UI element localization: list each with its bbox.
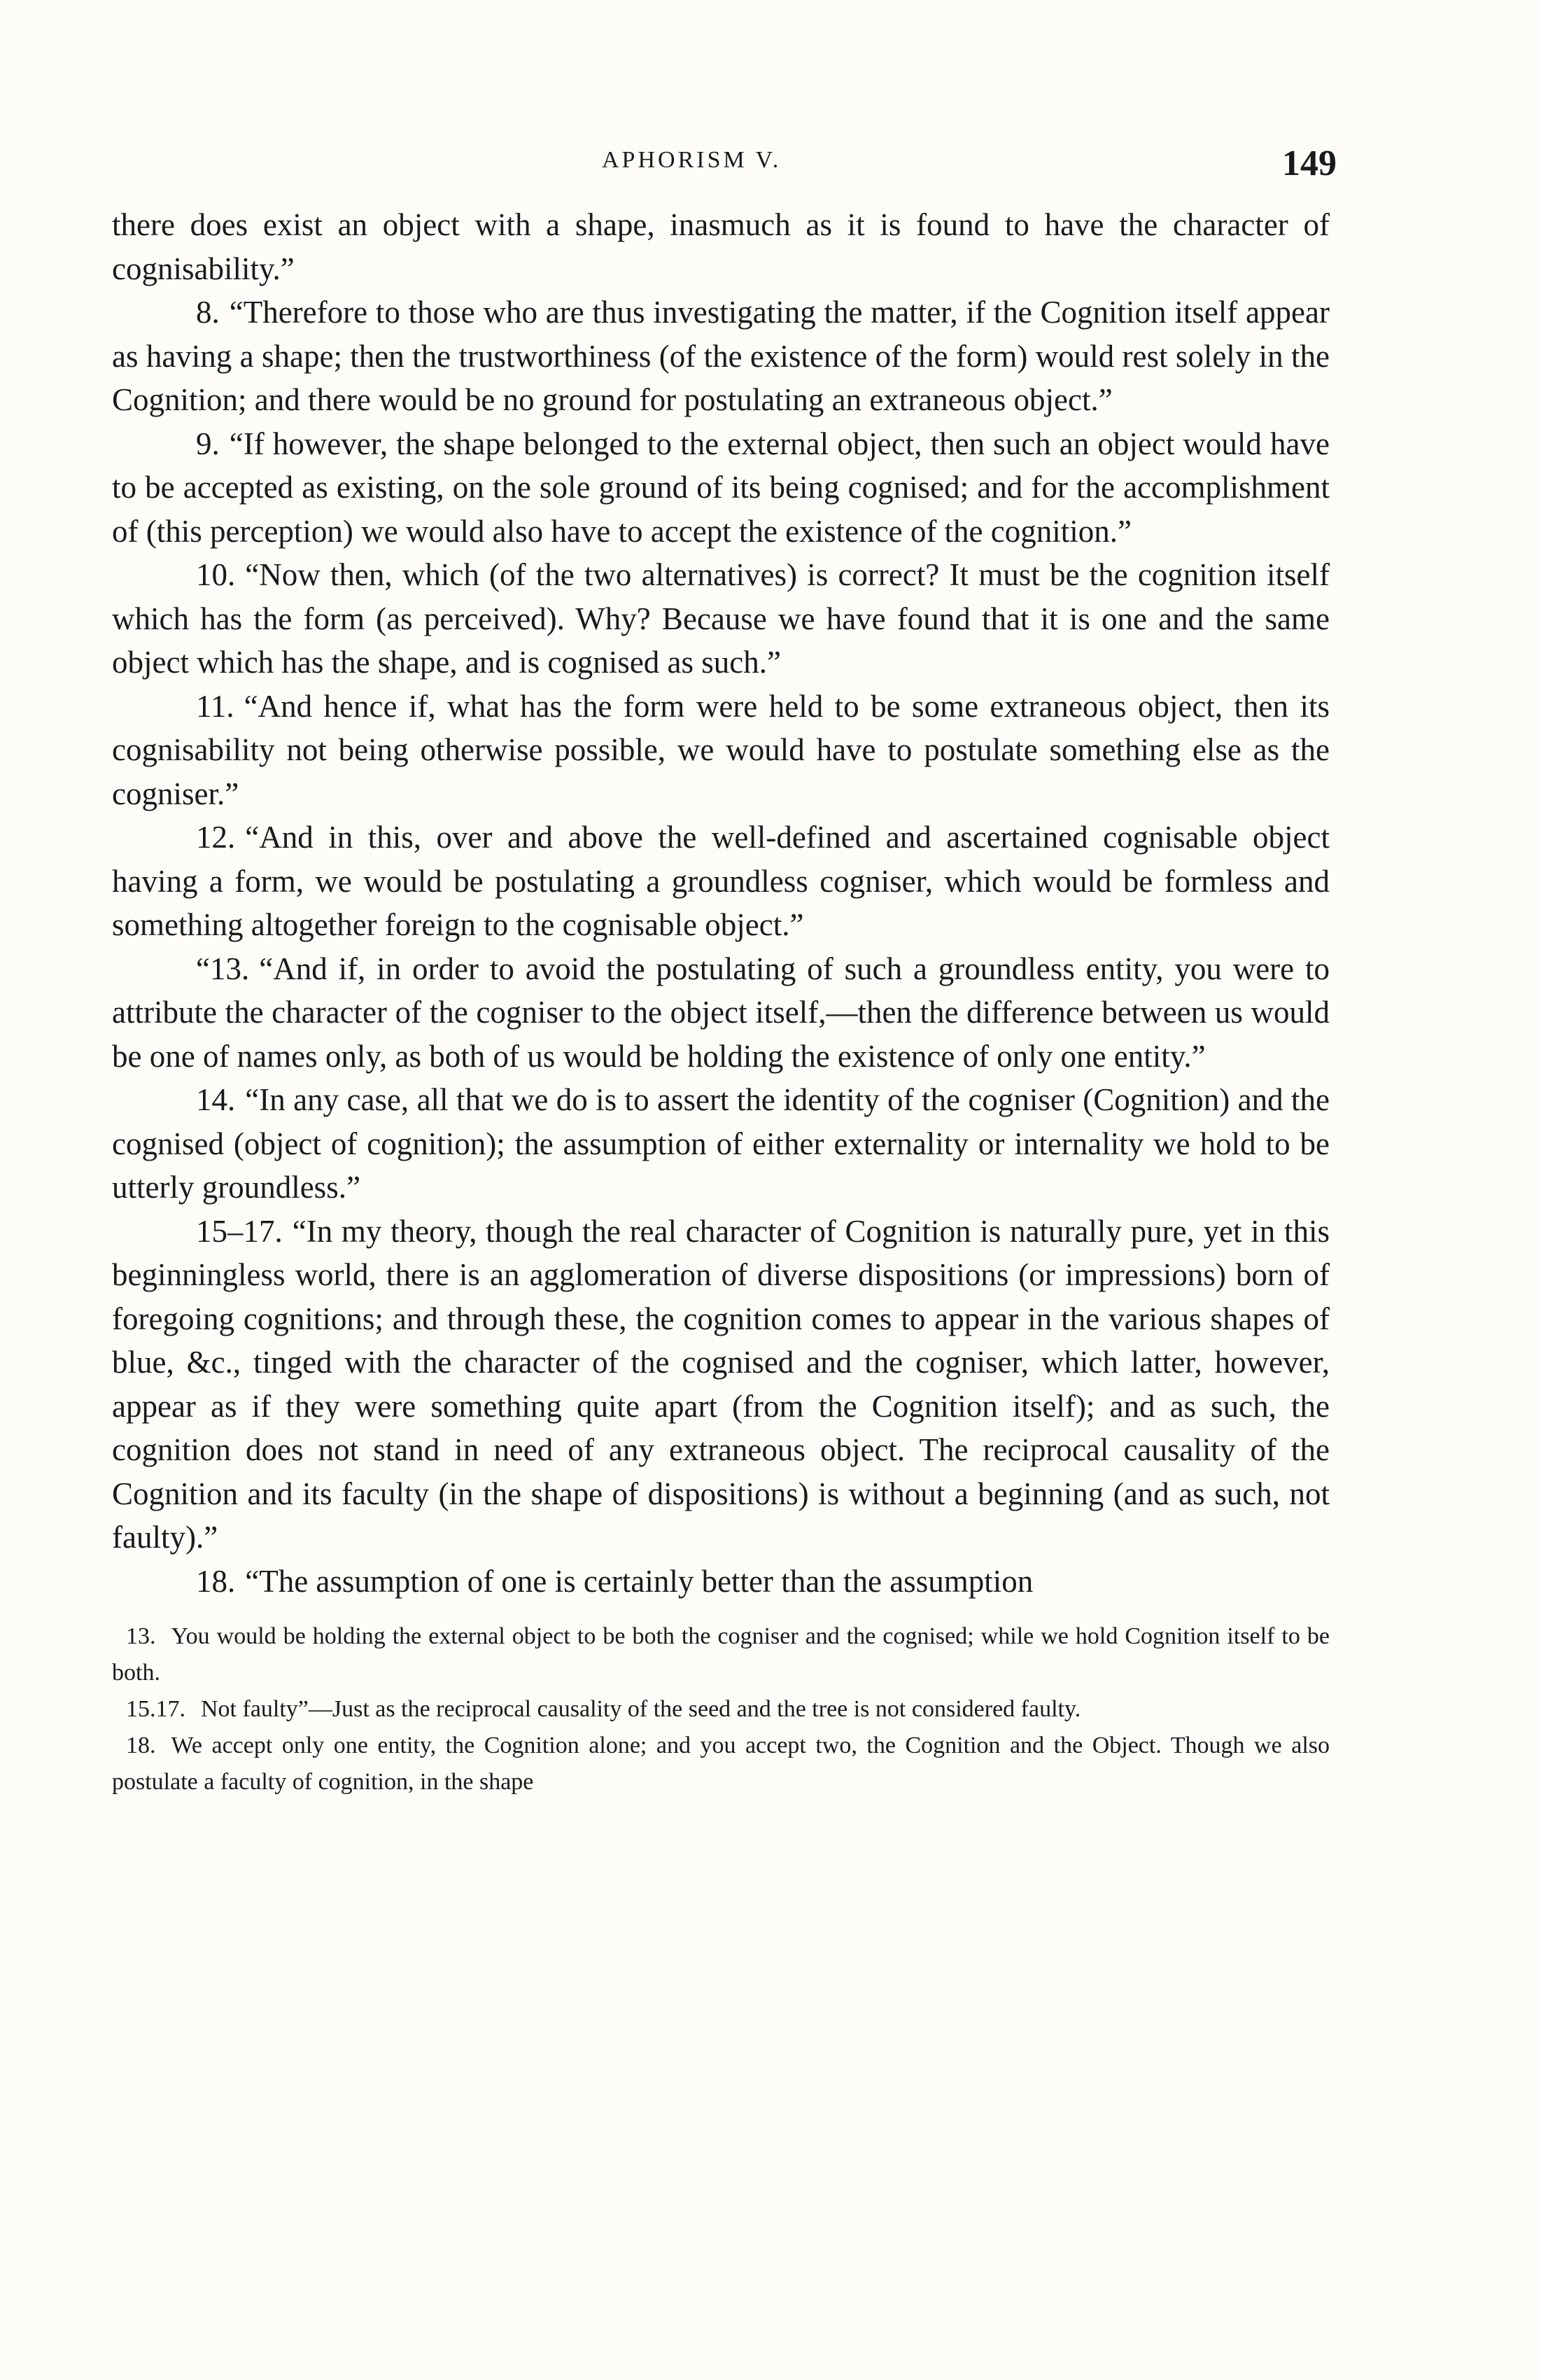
paragraph-14: 14. “In any case, all that we do is to assert the identity of the cogniser (Cognition) and the cognised (object of cognition); the assumption of either externality or internality we hold to be utterly groundless.” xyxy=(112,1082,1330,1205)
paragraph-number: 12. xyxy=(196,820,236,855)
paragraph-8: 8. “Therefore to those who are thus investigating the matter, if the Cognition itself appear as having a shape; then the trustworthiness (of the existence of the form) would rest solely in the Cognition; and there would be no ground for postulating an extraneous object.” xyxy=(112,295,1330,417)
footnote-number: 13. xyxy=(126,1623,156,1649)
page-number: 149 xyxy=(1282,144,1337,183)
paragraph-number: 9. xyxy=(196,426,220,461)
footnote: 13. You would be holding the external object to be both the cogniser and the cognised; while we hold Cognition itself to be both. xyxy=(112,1623,1330,1686)
paragraph-number: 8. xyxy=(196,295,220,330)
footnotes xyxy=(112,1618,1330,1800)
footnote-number: 18. xyxy=(126,1732,156,1758)
paragraph-9: 9. “If however, the shape belonged to the external object, then such an object would have to be accepted as existing, on the sole ground of its being cognised; and for the accomplishment of (this perception) we would also have to accept the existence of the cognition.” xyxy=(112,426,1330,549)
running-head: APHORISM V. xyxy=(602,147,782,173)
paragraph-continued: there does exist an object with a shape, inasmuch as it is found to have the character of cognisability.” xyxy=(112,207,1330,286)
paragraph-number: 14. xyxy=(196,1082,236,1117)
main-text xyxy=(112,203,1330,1603)
paragraph-10: 10. “Now then, which (of the two alternatives) is correct? It must be the cognition itself which has the form (as perceived). Why? Because we have found that it is one and the same object which has the shape, and is cognised as such.” xyxy=(112,557,1330,680)
page xyxy=(112,144,1337,1800)
paragraph-number: 18. xyxy=(196,1563,236,1599)
footnote: 18. We accept only one entity, the Cognition alone; and you accept two, the Cognition and the Object. Though we also postulate a faculty of cognition, in the shape xyxy=(112,1732,1330,1795)
paragraph-number: 15–17. xyxy=(196,1213,283,1249)
paragraph-12: 12. “And in this, over and above the well-defined and ascertained cognisable object having a form, we would be postulating a groundless cogniser, which would be formless and something altogether foreign to the cognisable object.” xyxy=(112,820,1330,942)
page-header xyxy=(112,144,1337,203)
paragraph-13: “13. “And if, in order to avoid the postulating of such a groundless entity, you were to attribute the character of the cogniser to the object itself,—then the difference between us would be one of names only, as both of us would be holding the existence of only one entity.” xyxy=(112,951,1330,1074)
paragraph-18: 18. “The assumption of one is certainly better than the assumption xyxy=(196,1563,1034,1599)
footnote: 15.17. Not faulty”—Just as the reciprocal causality of the seed and the tree is not considered faulty. xyxy=(126,1696,1081,1722)
paragraph-number: “13. xyxy=(196,951,250,986)
paragraph-number: 11. xyxy=(196,688,234,724)
paragraph-11: 11. “And hence if, what has the form were held to be some extraneous object, then its cognisability not being otherwise possible, we would have to postulate something else as the cogniser.” xyxy=(112,688,1330,811)
paragraph-number: 10. xyxy=(196,557,236,592)
paragraph-15-17: 15–17. “In my theory, though the real character of Cognition is naturally pure, yet in this beginningless world, there is an agglomeration of diverse dispositions (or impressions) born of foregoing cognitions; and through these, the cognition comes to appear in the various shapes of blue, &c., tinged with the character of the cognised and the cogniser, which latter, however, appear as if they were something quite apart (from the Cognition itself); and as such, the cognition does not stand in need of any extraneous object. The reciprocal causality of the Cognition and its faculty (in the shape of dispositions) is without a beginning (and as such, not faulty).” xyxy=(112,1213,1330,1555)
footnote-number: 15.17. xyxy=(126,1696,185,1722)
